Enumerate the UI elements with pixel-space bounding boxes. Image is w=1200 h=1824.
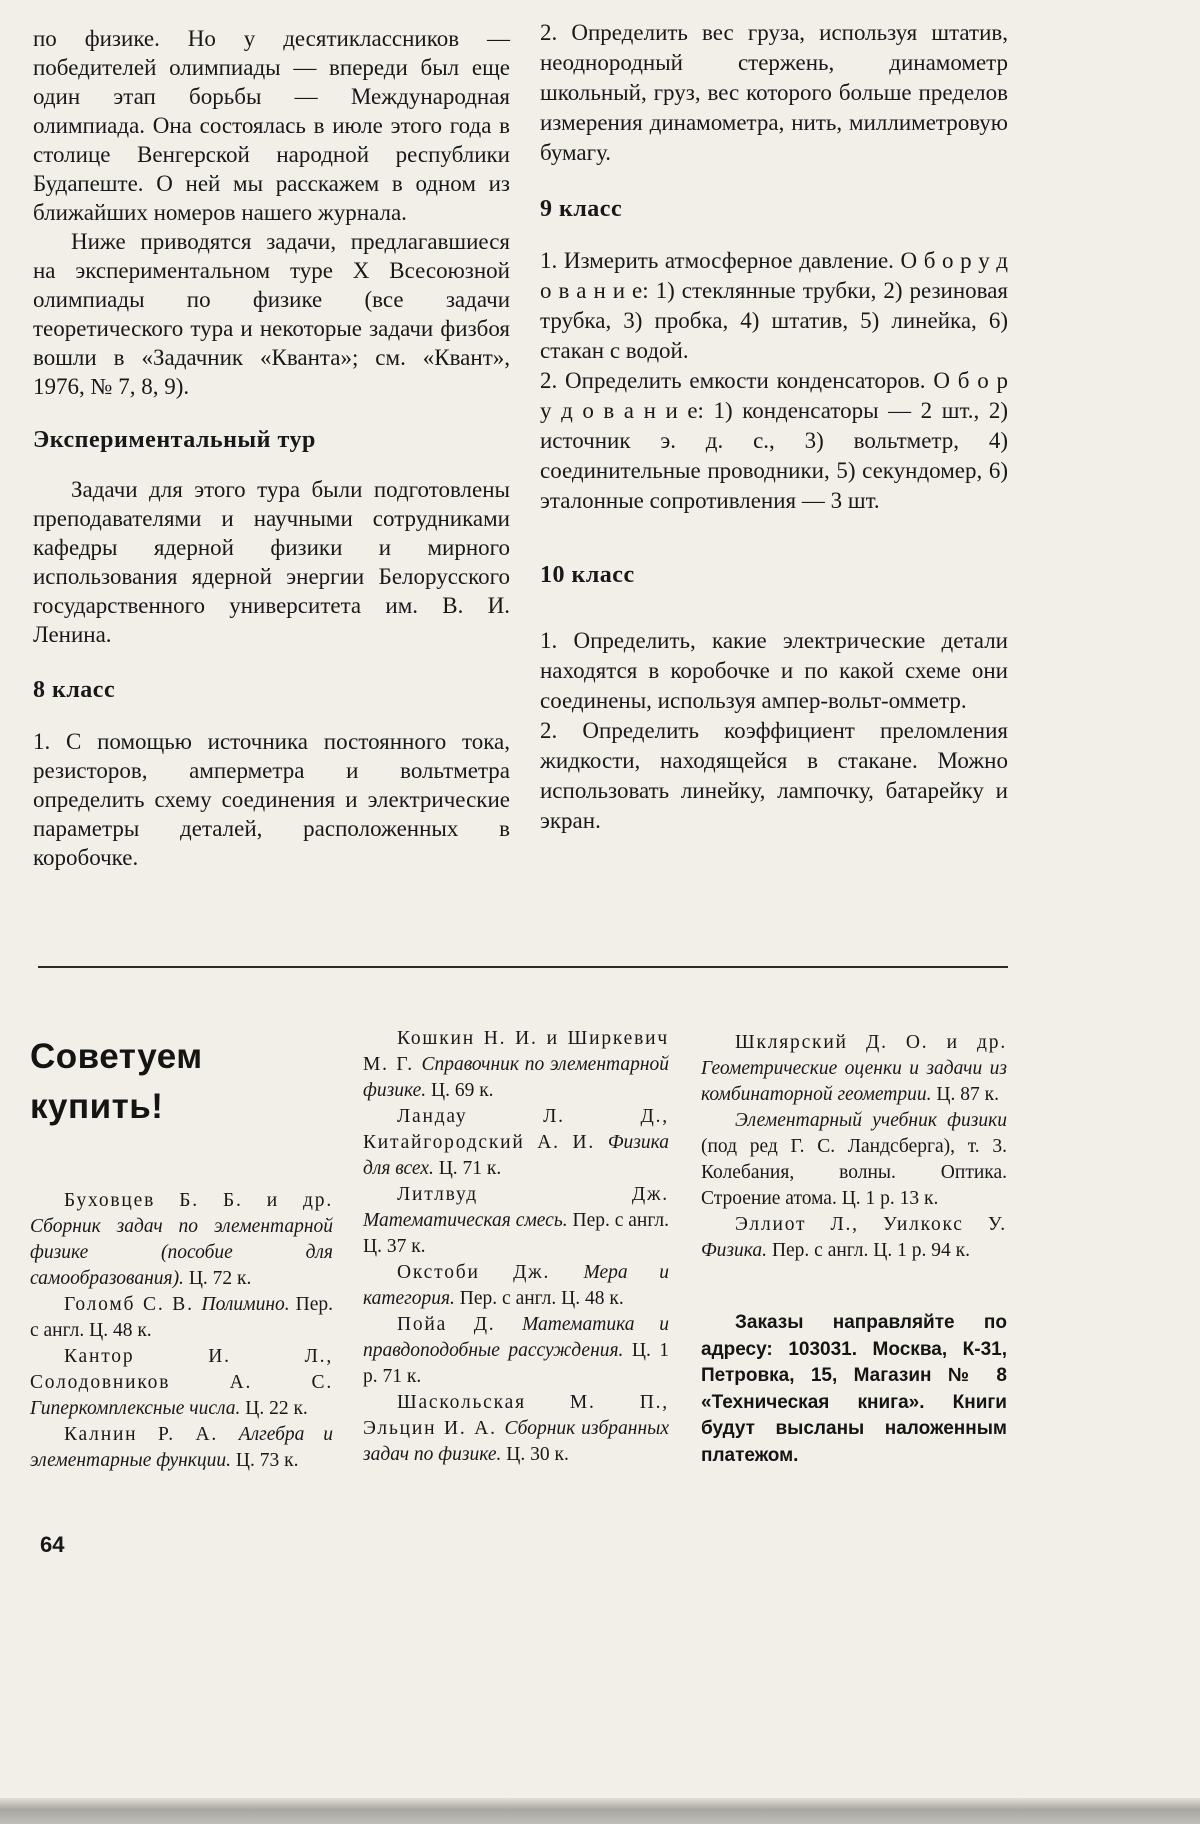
book-title: Сборник задач по элементарной физике (пособие для самообразования). xyxy=(30,1216,333,1289)
book-price: Ц. 30 к. xyxy=(506,1444,569,1465)
book-entry xyxy=(30,1188,333,1292)
book-author: Калнин Р. А. xyxy=(64,1424,239,1445)
book-author: Шклярский Д. О. и др. xyxy=(735,1032,1007,1053)
horizontal-divider xyxy=(38,966,1008,968)
book-author: Эллиот Л., Уилкокс У. xyxy=(735,1214,1007,1235)
paragraph-grade10-task2: 2. Определить коэффициент преломления жидкости, находящейся в стакане. Можно использовать линейку, лампочку, батарейку и экран. xyxy=(540,718,1008,833)
book-title: Мера и категория. xyxy=(363,1262,669,1309)
book-title: Гиперкомплексные числа. xyxy=(30,1398,246,1419)
book-entry xyxy=(363,1026,669,1104)
paragraph-grade9-task2: 2. Определить емкости конденсаторов. О б о р у д о в а н и е: 1) конденсаторы — 2 шт., 2) источник э. д. с., 3) вольтметр, 4) соединительные проводники, 5) секундомер, 6) эталонные сопротивления — 3 шт. xyxy=(540,368,1008,513)
book-title: Геометрические оценки и задачи из комбинаторной геометрии. xyxy=(701,1058,1007,1105)
book-entry xyxy=(701,1108,1007,1212)
paragraph-grade8-task2: 2. Определить вес груза, используя штатив, неоднородный стержень, динамометр школьный, груз, вес которого больше пределов измерения динамометра, нить, миллиметровую бумагу. xyxy=(540,20,1008,165)
ads-column-1 xyxy=(30,1032,333,1474)
book-price: Ц. 71 к. xyxy=(438,1158,502,1179)
book-entry xyxy=(30,1344,333,1422)
section-heading-experimental-tour: Экспериментальный тур xyxy=(33,427,316,453)
book-price: Пер. с англ. Ц. 1 р. 94 к. xyxy=(771,1240,970,1261)
book-price: Ц. 1 р. 71 к. xyxy=(363,1340,669,1387)
book-title: Физика для всех. xyxy=(363,1132,669,1179)
book-author: Голомб С. В. xyxy=(64,1294,202,1315)
book-title: Справочник по элементарной физике. xyxy=(363,1054,669,1101)
book-price: Ц. 69 к. xyxy=(431,1080,494,1101)
book-title: Математика и правдоподобные рассуждения. xyxy=(363,1314,669,1361)
ads-column-2 xyxy=(363,1026,669,1468)
book-entry xyxy=(363,1390,669,1468)
book-price: Ц. 87 к. xyxy=(936,1084,999,1105)
book-list-3 xyxy=(701,1030,1007,1264)
book-price: Ц. 22 к. xyxy=(245,1398,308,1419)
article-left-column xyxy=(33,24,510,872)
book-author: Буховцев Б. Б. и др. xyxy=(64,1190,333,1211)
section-heading-grade-8: 8 класс xyxy=(33,677,116,703)
paragraph-tasks-intro: Ниже приводятся задачи, предлагавшиеся на экспериментальном туре X Всесоюзной олимпиады по физике (все задачи теоретического тура и некоторые задачи физбоя вошли в «Задачник «Кванта»; см. «Квант», 1976, № 7, 8, 9). xyxy=(33,229,510,399)
book-entry xyxy=(701,1212,1007,1264)
book-entry xyxy=(363,1104,669,1182)
paragraph-tour-prepared: Задачи для этого тура были подготовлены преподавателями и научными сотрудниками кафедры ядерной физики и мирного использования ядерной энергии Белорусского государственного университета им. В. И. Ленина. xyxy=(33,477,510,647)
section-heading-grade-9: 9 класс xyxy=(540,196,623,222)
book-price: Ц. 73 к. xyxy=(235,1450,299,1471)
book-entry xyxy=(363,1182,669,1260)
book-entry xyxy=(30,1292,333,1344)
ads-heading: Советуем купить! xyxy=(30,1037,203,1126)
book-entry xyxy=(363,1312,669,1390)
book-price: Ц. 72 к. xyxy=(188,1268,252,1289)
book-author: Окстоби Дж. xyxy=(397,1262,584,1283)
scan-bottom-edge xyxy=(0,1798,1200,1824)
paragraph-grade9-task1: 1. Измерить атмосферное давление. О б о р у д о в а н и е: 1) стеклянные трубки, 2) резиновая трубка, 3) пробка, 4) штатив, 5) линейка, 6) стакан с водой. xyxy=(540,248,1008,363)
section-heading-grade-10: 10 класс xyxy=(540,562,635,588)
book-price: Пер. с англ. Ц. 48 к. xyxy=(459,1288,624,1309)
paragraph-grade10-task1: 1. Определить, какие электрические детали находятся в коробочке и по какой схеме они соединены, используя ампер-вольт-омметр. xyxy=(540,628,1008,713)
paragraph-grade8-task1: 1. С помощью источника постоянного тока, резисторов, амперметра и вольтметра определить схему соединения и электрические параметры деталей, расположенных в коробочке. xyxy=(33,729,510,870)
book-title: Алгебра и элементарные функции. xyxy=(30,1424,333,1471)
book-list-2 xyxy=(363,1026,669,1468)
book-price: Пер. с англ. Ц. 37 к. xyxy=(363,1210,669,1257)
order-note: Заказы направляйте по адресу: 103031. Москва, К-31, Петровка, 15, Магазин № 8 «Техническая книга». Книги будут высланы наложенным платежом. xyxy=(701,1312,1007,1466)
page-number: 64 xyxy=(40,1532,65,1557)
book-entry xyxy=(30,1422,333,1474)
book-price: (под ред Г. С. Ландсберга), т. 3. Колебания, волны. Оптика. Строение атома. Ц. 1 р. 13 к. xyxy=(701,1136,1007,1209)
book-title: Сборник избранных задач по физике. xyxy=(363,1418,669,1465)
book-author: Кошкин Н. И. и Ширкевич М. Г. xyxy=(363,1028,669,1075)
book-title: Физика. xyxy=(701,1240,772,1261)
book-title: Элементарный учебник физики xyxy=(735,1110,1007,1131)
ads-column-3 xyxy=(701,1030,1007,1469)
book-title: Математическая смесь. xyxy=(363,1210,573,1231)
book-author: Литлвуд Дж. xyxy=(397,1184,669,1205)
article-right-column xyxy=(540,18,1008,836)
book-author: Пойа Д. xyxy=(397,1314,523,1335)
book-author: Кантор И. Л., Солодовников А. С. xyxy=(30,1346,333,1393)
book-entry xyxy=(701,1030,1007,1108)
paragraph-olympiad-intro: по физике. Но у десятиклассников — победителей олимпиады — впереди был еще один этап борьбы — Международная олимпиада. Она состоялась в июле этого года в столице Венгерской народной республики Будапеште. О ней мы расскажем в одном из ближайших номеров нашего журнала. xyxy=(33,26,510,225)
book-author: Ландау Л. Д., Китайгородский А. И. xyxy=(363,1106,669,1153)
book-title: Полимино. xyxy=(201,1294,296,1315)
book-entry xyxy=(363,1260,669,1312)
book-author: Шаскольская М. П., Эльцин И. А. xyxy=(363,1392,669,1439)
book-list-1 xyxy=(30,1188,333,1474)
book-price: Пер. с англ. Ц. 48 к. xyxy=(30,1294,333,1341)
